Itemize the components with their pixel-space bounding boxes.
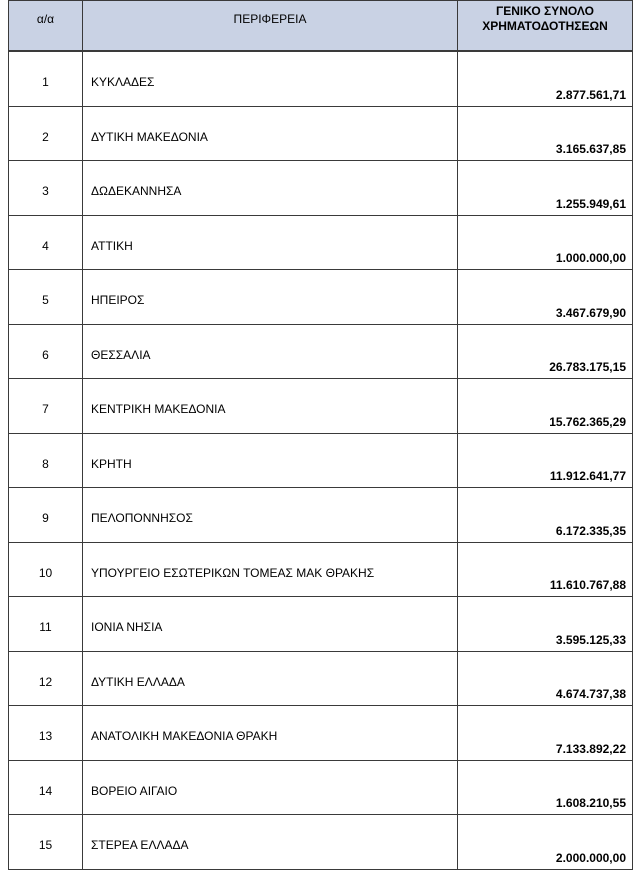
row-total: 1.608.210,55 [555,796,626,810]
table-body [9,51,633,869]
row-region-cell [83,270,458,325]
table-row [9,651,633,706]
row-total: 7.133.892,22 [555,741,626,756]
table-row [9,760,633,815]
row-region: ΣΤΕΡΕΑ ΕΛΛΑΔΑ [91,838,189,852]
row-region: ΑΤΤΙΚΗ [91,238,133,253]
row-total-cell [458,488,633,543]
header-index-label: α/α [36,12,55,26]
table-row [9,215,633,270]
funding-table [8,0,633,870]
row-total-cell [458,215,633,270]
row-total: 2.000.000,00 [555,850,626,865]
row-index-cell [9,597,83,652]
table-row [9,706,633,761]
row-index-cell [9,215,83,270]
row-region-cell [83,106,458,161]
row-region-cell [83,815,458,870]
row-index-cell [9,324,83,379]
row-region: ΗΠΕΙΡΟΣ [91,293,145,307]
row-total: 2.877.561,71 [555,87,626,102]
row-total: 3.467.679,90 [555,305,626,320]
row-total: 3.165.637,85 [555,142,626,156]
row-region-cell [83,379,458,434]
table-header-row [9,1,633,52]
row-region: ΔΥΤΙΚΗ ΕΛΛΑΔΑ [91,674,185,689]
row-index-cell [9,433,83,488]
row-index-cell [9,51,83,106]
row-index: 1 [42,75,49,89]
row-total-cell [458,706,633,761]
row-region-cell [83,215,458,270]
row-index: 14 [38,783,53,798]
table-row [9,815,633,870]
header-total-line2: ΧΡΗΜΑΤΟΔΟΤΗΣΕΩΝ [482,19,608,33]
row-total: 11.610.767,88 [549,578,626,592]
table-row [9,542,633,597]
row-region: ΘΕΣΣΑΛΙΑ [91,347,151,362]
row-total: 1.000.000,00 [555,251,626,265]
row-total-cell [458,379,633,434]
row-total: 6.172.335,35 [555,523,626,538]
row-index-cell [9,379,83,434]
header-region [83,1,458,52]
row-index: 13 [38,729,53,743]
row-region: ΙΟΝΙΑ ΝΗΣΙΑ [91,620,163,634]
row-total-cell [458,433,633,488]
row-index-cell [9,106,83,161]
row-total: 3.595.125,33 [555,632,626,647]
row-region-cell [83,51,458,106]
table-row [9,161,633,216]
row-region: ΒΟΡΕΙΟ ΑΙΓΑΙΟ [91,783,178,798]
row-total: 11.912.641,77 [549,469,626,483]
row-index-cell [9,161,83,216]
table-row [9,597,633,652]
row-total-cell [458,324,633,379]
row-index-cell [9,488,83,543]
row-index-cell [9,760,83,815]
row-region: ΠΕΛΟΠΟΝΝΗΣΟΣ [91,511,193,525]
row-region-cell [83,760,458,815]
row-index-cell [9,270,83,325]
row-total-cell [458,270,633,325]
row-total: 26.783.175,15 [549,360,626,374]
header-total [458,1,633,52]
table-row [9,106,633,161]
header-total-label [458,1,632,34]
header-total-line1: ΓΕΝΙΚΟ ΣΥΝΟΛΟ [496,4,594,18]
row-region: ΚΕΝΤΡΙΚΗ ΜΑΚΕΔΟΝΙΑ [91,402,226,416]
row-total-cell [458,597,633,652]
row-index-cell [9,651,83,706]
row-region-cell [83,597,458,652]
row-total: 1.255.949,61 [555,196,626,211]
row-index: 2 [42,129,49,144]
row-region: ΥΠΟΥΡΓΕΙΟ ΕΣΩΤΕΡΙΚΩΝ ΤΟΜΕΑΣ ΜΑΚ ΘΡΑΚΗΣ [91,565,375,580]
table-row [9,379,633,434]
row-index-cell [9,542,83,597]
row-region-cell [83,488,458,543]
row-total-cell [458,161,633,216]
row-total-cell [458,106,633,161]
table-row [9,51,633,106]
row-index: 3 [42,184,49,198]
row-region-cell [83,161,458,216]
row-region: ΔΩΔΕΚΑΝΝΗΣΑ [91,184,182,198]
row-index: 11 [39,620,52,634]
row-index: 9 [42,511,49,525]
row-region-cell [83,542,458,597]
row-index: 7 [42,402,49,416]
row-total-cell [458,651,633,706]
row-index: 10 [38,565,53,580]
row-total-cell [458,542,633,597]
row-index: 12 [38,674,53,689]
row-total-cell [458,51,633,106]
row-region: ΚΥΚΛΑΔΕΣ [91,75,155,89]
table-row [9,270,633,325]
row-index: 6 [42,347,49,362]
row-index-cell [9,706,83,761]
table-row [9,433,633,488]
row-index: 8 [42,456,49,471]
row-region-cell [83,433,458,488]
row-region-cell [83,706,458,761]
header-index [9,1,83,52]
row-region: ΑΝΑΤΟΛΙΚΗ ΜΑΚΕΔΟΝΙΑ ΘΡΑΚΗ [91,729,278,743]
row-region-cell [83,324,458,379]
row-total: 4.674.737,38 [555,687,626,701]
row-index: 5 [42,293,49,307]
table-row [9,324,633,379]
header-region-label: ΠΕΡΙΦΕΡΕΙΑ [233,12,307,26]
row-total-cell [458,815,633,870]
row-region: ΔΥΤΙΚΗ ΜΑΚΕΔΟΝΙΑ [91,129,208,144]
table-row [9,488,633,543]
row-total: 15.762.365,29 [549,414,626,429]
row-index: 4 [42,238,49,253]
row-total-cell [458,760,633,815]
row-index: 15 [38,838,53,852]
row-region-cell [83,651,458,706]
row-index-cell [9,815,83,870]
row-region: ΚΡΗΤΗ [91,456,132,471]
